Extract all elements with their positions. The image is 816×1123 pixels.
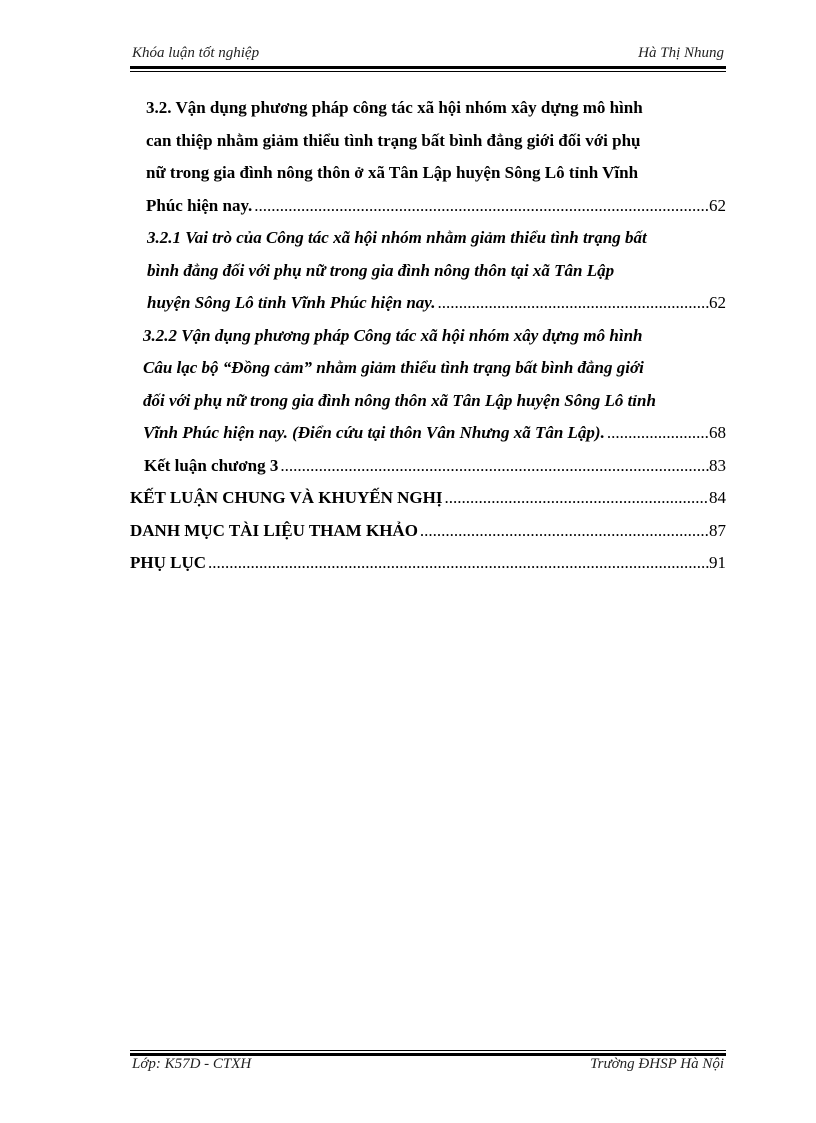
footer-right-text: Trường ĐHSP Hà Nội xyxy=(590,1056,724,1072)
toc-dot-leader xyxy=(420,515,709,548)
toc-page-number: 84 xyxy=(709,488,726,507)
toc-entry-title-end: PHỤ LỤC xyxy=(130,553,207,572)
toc-dot-leader xyxy=(445,482,710,515)
toc-entry-title-end: KẾT LUẬN CHUNG VÀ KHUYẾN NGHỊ xyxy=(130,488,443,507)
toc-entry-line: nữ trong gia đình nông thôn ở xã Tân Lập huyện Sông Lô tỉnh Vĩnh xyxy=(146,163,639,182)
table-of-contents xyxy=(130,92,726,580)
toc-dot-leader xyxy=(208,547,709,580)
toc-entry-phu-luc[interactable] xyxy=(130,547,726,580)
footer-left-text: Lớp: K57D - CTXH xyxy=(132,1056,252,1072)
toc-entry-ket-luan-chung[interactable] xyxy=(130,482,726,515)
page-footer xyxy=(130,1056,726,1080)
toc-entry-title-end: huyện Sông Lô tỉnh Vĩnh Phúc hiện nay. xyxy=(147,293,436,312)
toc-entry-line: 3.2.1 Vai trò của Công tác xã hội nhóm nhằm giảm thiểu tình trạng bất xyxy=(147,228,647,247)
toc-dot-leader xyxy=(607,417,709,450)
toc-dot-leader xyxy=(280,450,709,483)
toc-entry-line: can thiệp nhằm giảm thiểu tình trạng bất bình đẳng giới đối với phụ xyxy=(146,130,641,150)
toc-entry-line: 3.2. Vận dụng phương pháp công tác xã hội nhóm xây dựng mô hình xyxy=(146,98,643,117)
toc-entry-title-end: DANH MỤC TÀI LIỆU THAM KHẢO xyxy=(130,520,418,540)
toc-entry-3-2-2[interactable] xyxy=(130,320,726,450)
toc-entry-3-2[interactable] xyxy=(130,92,726,222)
toc-entry-line: 3.2.2 Vận dụng phương pháp Công tác xã hội nhóm xây dựng mô hình xyxy=(143,325,643,345)
toc-entry-line: Câu lạc bộ “Đồng cảm” nhằm giảm thiểu tình trạng bất bình đẳng giới xyxy=(143,358,644,377)
toc-dot-leader xyxy=(254,190,709,223)
toc-entry-title-end: Vĩnh Phúc hiện nay. (Điển cứu tại thôn Vân Nhưng xã Tân Lập). xyxy=(143,423,605,442)
toc-entry-ket-luan-chuong-3[interactable] xyxy=(130,450,726,483)
toc-entry-title-end: Phúc hiện nay. xyxy=(146,195,253,215)
toc-dot-leader xyxy=(437,287,709,320)
toc-page-number: 83 xyxy=(709,455,726,475)
header-left-text: Khóa luận tốt nghiệp xyxy=(132,45,260,61)
toc-page-number: 62 xyxy=(709,293,726,312)
toc-entry-title-end: Kết luận chương 3 xyxy=(144,455,279,475)
page-header xyxy=(130,43,726,65)
toc-page-number: 62 xyxy=(709,195,726,215)
header-right-text: Hà Thị Nhung xyxy=(638,45,724,61)
toc-entry-line: bình đẳng đối với phụ nữ trong gia đình nông thôn tại xã Tân Lập xyxy=(147,260,615,280)
toc-page-number: 87 xyxy=(709,520,726,540)
toc-entry-line: đối với phụ nữ trong gia đình nông thôn xã Tân Lập huyện Sông Lô tỉnh xyxy=(143,390,656,410)
toc-entry-danh-muc-tai-lieu[interactable] xyxy=(130,515,726,548)
toc-page-number: 91 xyxy=(709,553,726,572)
header-rule-thin xyxy=(130,71,726,72)
footer-rule-thin xyxy=(130,1050,726,1051)
toc-entry-3-2-1[interactable] xyxy=(130,222,726,320)
header-rule-thick xyxy=(130,66,726,69)
toc-page-number: 68 xyxy=(709,423,726,442)
